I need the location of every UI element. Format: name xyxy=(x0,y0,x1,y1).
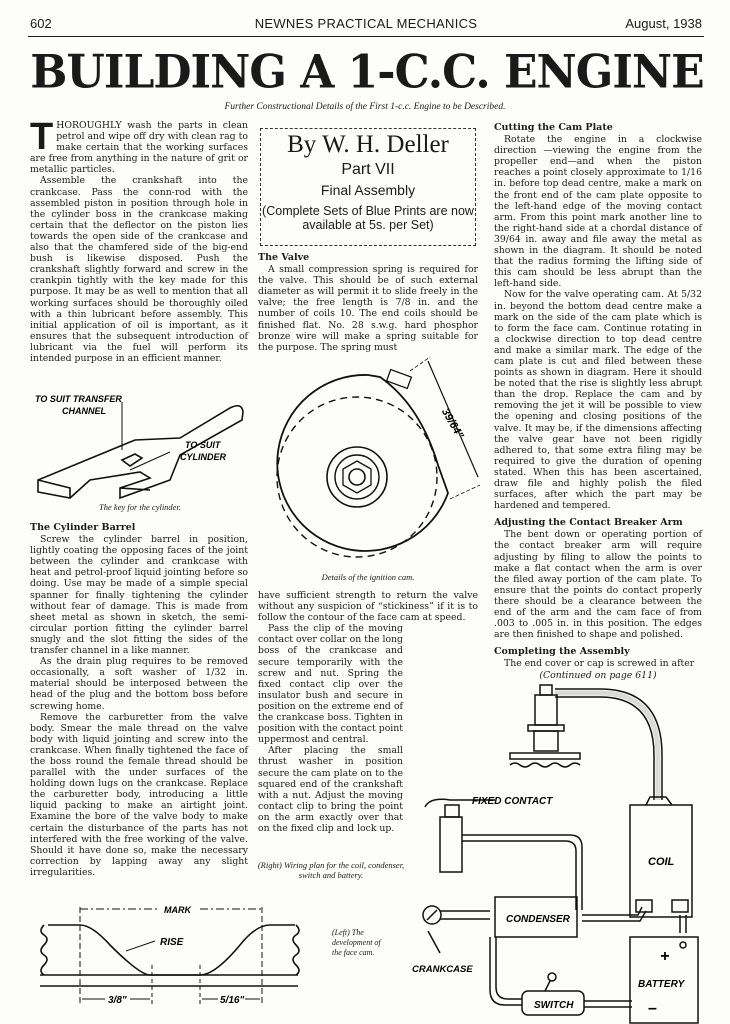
assembly-heading: Completing the Assembly xyxy=(494,646,630,658)
column-1-intro xyxy=(30,116,248,364)
key-label-transfer-2: CHANNEL xyxy=(62,406,106,416)
part-number: Part VII xyxy=(341,161,395,178)
label-battery: BATTERY xyxy=(638,979,685,990)
key-label-cylinder-1: TO SUIT xyxy=(185,440,221,450)
blueprint-note: (Complete Sets of Blue Prints are now available at 5s. per Set) xyxy=(262,204,474,232)
drop-cap: T xyxy=(30,116,54,158)
ignition-cam-figure xyxy=(260,355,490,570)
breaker-heading: Adjusting the Contact Breaker Arm xyxy=(494,517,683,529)
column-3 xyxy=(494,122,702,681)
cylinder-key-figure xyxy=(30,380,250,520)
wiring-caption: (Right) Wiring plan for the coil, condenser, switch and battery. xyxy=(257,860,405,880)
battery-minus: – xyxy=(648,1000,657,1017)
assembly-paragraph: Assemble the crankshaft into the crankcase. Pass the conn-rod with the assembled piston in position through hole in the cylinder boss in the crankcase making certain that the deflector on the piston lies towards the open side of the crankcase and also that the chamfered side of the big-end bush is likewise disposed. Push the crankshaft slightly forward and screw in the crankpin tightly with the key made for this purpose. It may be as well to mention that all working surfaces should be thoroughly oiled with a thin lubricant before assembly. This initial application of oil is important, as it ensures that the subsequent introduction of lubricant via the fuel will perform its intended purpose in an efficient manner. xyxy=(30,175,248,364)
running-header xyxy=(30,16,702,34)
valve-paragraph-2: Pass the clip of the moving contact over collar on the long boss of the crankcase and secure temporarily with the screw and nut. Spring the fixed contact clip over the insulator bush and secure in position on the extreme end of the crankcase boss. Tighten in position with the contact point uppermost and central. xyxy=(258,623,403,746)
column-1-cylinder xyxy=(30,516,248,878)
byline-box xyxy=(260,128,476,246)
label-coil: COIL xyxy=(648,856,675,868)
magazine-title: NEWNES PRACTICAL MECHANICS xyxy=(254,16,478,31)
label-condenser: CONDENSER xyxy=(506,914,570,925)
cam-outline xyxy=(277,375,448,551)
assembly-paragraph: The end cover or cap is screwed in after xyxy=(504,658,695,670)
cam-dashed-circle xyxy=(277,397,437,557)
dim-left: 3/8" xyxy=(108,995,127,1006)
page-number: 602 xyxy=(30,16,52,31)
label-crankcase: CRANKCASE xyxy=(412,964,473,975)
header-rule xyxy=(28,36,704,37)
cylinder-paragraph-1: Screw the cylinder barrel in position, lightly coating the opposing faces of the joint between the cylinder and crankcase with heat and petrol-proof liquid jointing before so doing. Use may be made of a simple special spanner for finally tightening the cylinder without fear of damage. This is made from sheet metal as shown in sketch, the semi-circular portion fitting the cylinder barrel snugly and the slot fitting the sides of the transfer channel in a like manner. xyxy=(30,534,248,657)
valve-paragraph-3: After placing the small thrust washer in position secure the cam plate on to the squared end of the crankshaft with a nut. Adjust the moving contact clip to bring the point on the arm exactly over that on the fixed clip and lock up. xyxy=(258,745,403,834)
cylinder-heading: The Cylinder Barrel xyxy=(30,522,136,533)
cam-plate-heading: Cutting the Cam Plate xyxy=(494,122,613,133)
continued-note: (Continued on page 611) xyxy=(539,669,657,681)
cam-dimension: 39/64" xyxy=(438,406,466,441)
cam-paragraph-1: Rotate the engine in a clockwise direction —viewing the engine from the propeller end—and when the piston reaches a point closely approximate to 1/16 in. before top dead centre, make a mark on the front end of the cam plate opposite to the left-hand edge of the moving contact arm. From this point mark another line to the right-hand side at a chordal distance of 39/64 in. away and file away the metal as shown in the diagram. It should be noted that the radius forming the lifting side of this cam should be less abrupt than the left-hand side. xyxy=(494,134,702,290)
label-fixed-contact: FIXED CONTACT xyxy=(472,796,553,807)
wiring-diagram xyxy=(410,675,730,1024)
valve-paragraph-1: A small compression spring is required for the valve. This should be of such external diameter as will permit it to slide freely in the valve; the free length is 7/8 in. and the number of coils 10. The end coils should be finished flat. No. 28 s.w.g. hard phosphor bronze wire will make a spring suitable for the purpose. The spring must xyxy=(258,264,478,353)
section-name: Final Assembly xyxy=(320,182,416,198)
cam-paragraph-2: Now for the valve operating cam. At 5/32 in. beyond the bottom dead centre make a mark on the side of the cam plate which is to form the face cam. Continue rotating in a clockwise direction to top dead centre and make a similar mark. The edge of the cam plate is cut and filed between these points as shown in diagram. Here it should be noted that the rise is slightly less abrupt than the drop. Replace the cam and by removing the jet it will be possible to view the opening and closing positions of the valve. It may be, if the dimensions affecting the valve gear have not been rigidly adhered to, that some extra filing may be required to give the duration of opening stated. When this has been ascertained, draw file and highly polish the filed surfaces, after which the part may be hardened and tempered. xyxy=(494,289,702,512)
breaker-paragraph: The bent down or operating portion of the contact breaker arm will require adjusting by filing to allow the points to make a flat contact when the arm is over the filed away portion of the cam plate. To ensure that the points do contact properly there should be a clearance between the end of the arm and the cam face of from .003 to .005 in. in this position. The edges are then finished to shape and polished. xyxy=(494,529,702,641)
valve-heading: The Valve xyxy=(258,252,310,263)
battery-plus: + xyxy=(660,948,670,965)
ignition-cam-caption: Details of the ignition cam. xyxy=(321,572,415,582)
face-cam-figure xyxy=(30,895,330,1015)
label-rise: RISE xyxy=(160,937,184,948)
dim-right: 5/16" xyxy=(220,995,245,1006)
author: By W. H. Deller xyxy=(287,131,449,158)
face-cam-caption: (Left) The development of the face cam. xyxy=(332,928,381,957)
intro-paragraph: THOROUGHLY wash the parts in clean petrol and wipe off dry with clean rag to make certain that the working surfaces are free from anything in the nature of grit or metallic particles. xyxy=(30,116,248,176)
column-2-valve xyxy=(258,246,478,353)
key-caption: The key for the cylinder. xyxy=(99,502,181,512)
article-title: BUILDING A 1-C.C. ENGINE xyxy=(30,45,704,100)
key-label-cylinder-2: CYLINDER xyxy=(180,452,227,462)
article-subtitle: Further Constructional Details of the First 1-c.c. Engine to be Described. xyxy=(224,102,506,112)
label-switch: SWITCH xyxy=(534,1000,574,1011)
issue-date: August, 1938 xyxy=(625,16,702,31)
key-label-transfer-1: TO SUIT TRANSFER xyxy=(35,394,122,404)
cylinder-paragraph-3: Remove the carburetter from the valve body. Smear the male thread on the valve body with liquid jointing and screw into the crankcase. When finally tightened the face of the boss round the female thread should be parallel with the under surfaces of the holding down lugs on the crankcase. Replace the carburetter body, introducing a little liquid packing to make an airtight joint. Examine the bore of the valve body to make certain the disturbance of the parts has not interfered with the free working of the valve. Should it have done so, make the necessary correction by lapping away any slight irregularities. xyxy=(30,711,248,878)
label-mark: MARK xyxy=(164,905,191,915)
valve-paragraph-1-cont: have sufficient strength to return the valve without any suspicion of “stickiness” if it is to follow the contour of the face cam at speed. xyxy=(258,590,478,624)
cylinder-paragraph-2: As the drain plug requires to be removed occasionally, a soft washer of 1/32 in. material should be interposed between the head of the plug and the bottom boss before screwing home. xyxy=(30,656,248,712)
